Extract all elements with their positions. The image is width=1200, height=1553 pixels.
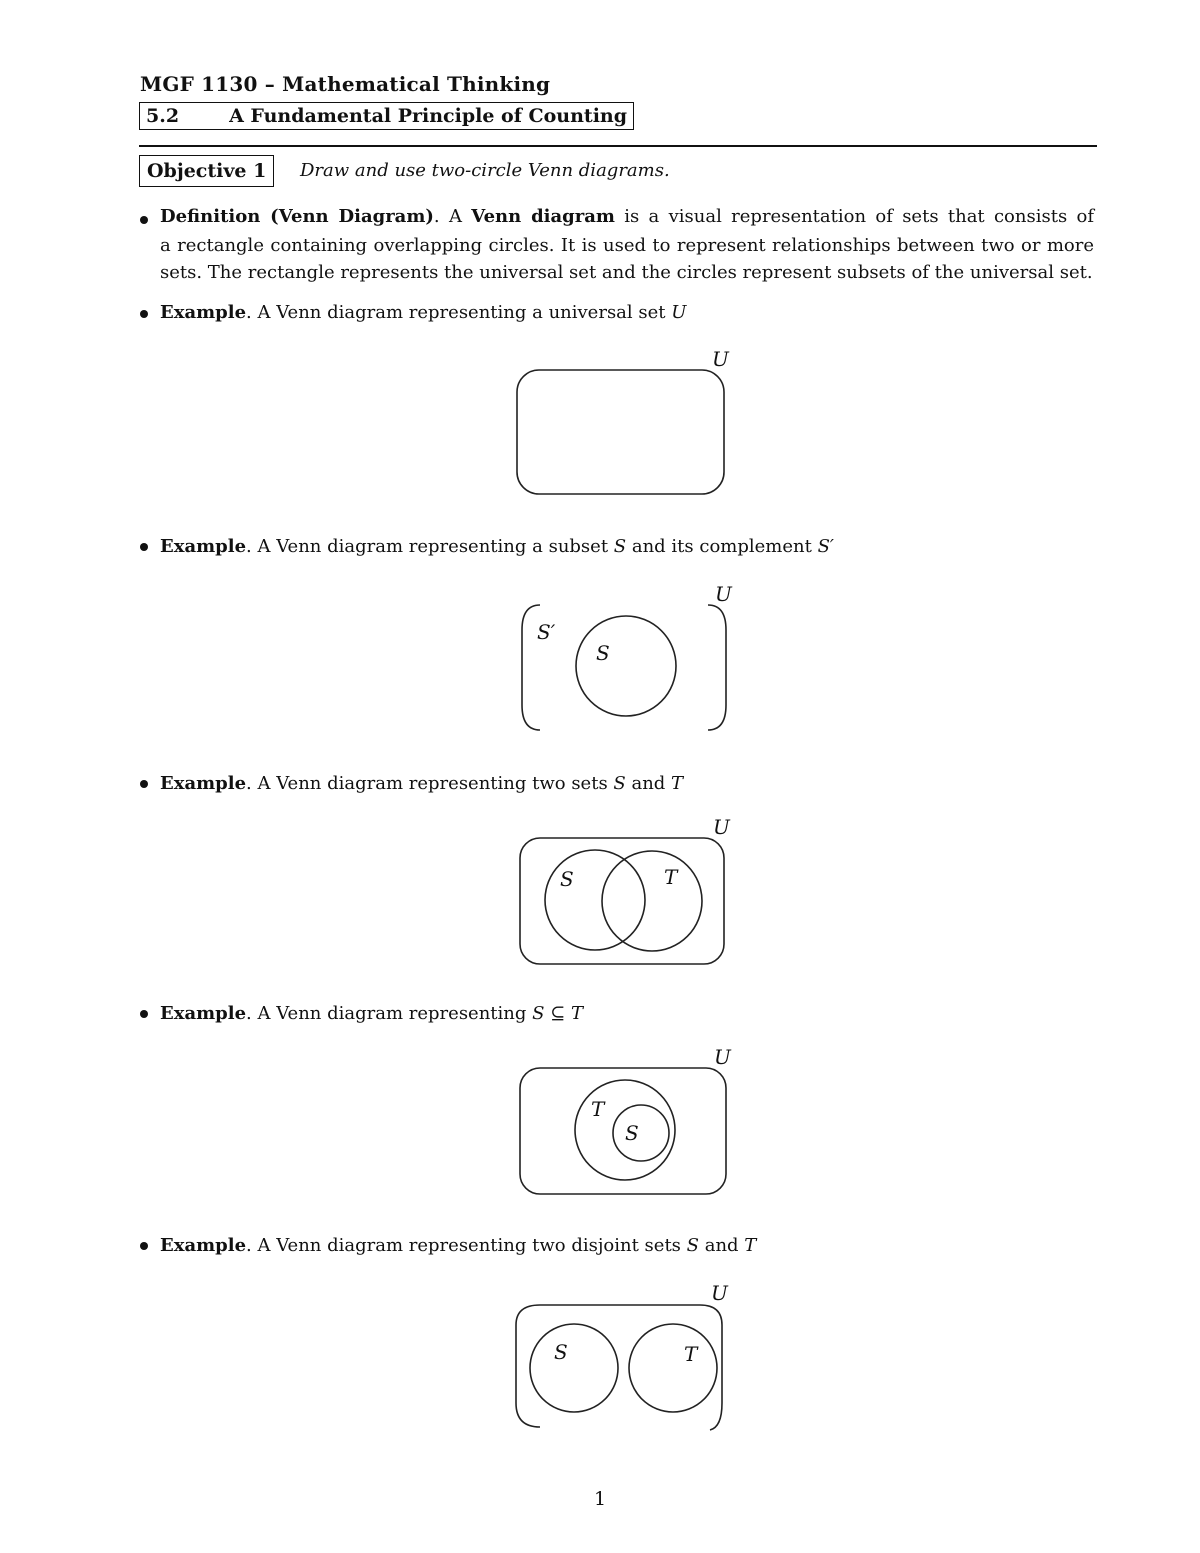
- venn-disjoint: [500, 1275, 750, 1440]
- s-label: S: [625, 1121, 639, 1145]
- t-label: T: [684, 1342, 698, 1366]
- section-heading: [139, 102, 634, 130]
- section-number: 5.2: [146, 105, 180, 127]
- definition-term: Definition (Venn Diagram): [160, 206, 434, 227]
- header-rule: [139, 145, 1097, 147]
- set-s-circle: [530, 1324, 618, 1412]
- definition-line-2: a rectangle containing overlapping circles. It is used to represent relationships between two or more: [160, 235, 1094, 256]
- u-label: U: [714, 1045, 731, 1069]
- section-title: A Fundamental Principle of Counting: [229, 105, 628, 127]
- venn-complement: [500, 575, 750, 740]
- bullet: [140, 543, 150, 553]
- u-label: U: [715, 582, 732, 606]
- t-label: T: [591, 1097, 605, 1121]
- definition-line-1: Definition (Venn Diagram). A Venn diagram is a visual representation of sets that consists of: [160, 206, 1095, 227]
- u-label: U: [711, 1281, 728, 1305]
- venn-subset: [500, 1040, 750, 1205]
- venn-two-sets: [500, 810, 750, 975]
- set-s-circle: [545, 850, 645, 950]
- universal-right-bracket: [708, 605, 726, 730]
- universal-rectangle: [517, 370, 724, 494]
- u-label: U: [712, 347, 729, 371]
- example-1-text: Example. A Venn diagram representing a universal set U: [160, 302, 687, 323]
- universal-rectangle: [520, 1068, 726, 1194]
- page-number: 1: [593, 1488, 607, 1510]
- venn-universal: [500, 340, 750, 510]
- example-4-text: Example. A Venn diagram representing S ⊆ T: [160, 1003, 583, 1024]
- definition-bold-term: Venn diagram: [471, 206, 615, 227]
- objective-label: Objective 1: [139, 155, 274, 187]
- universal-rectangle: [520, 838, 724, 964]
- set-t-circle: [602, 851, 702, 951]
- example-2-text: Example. A Venn diagram representing a subset S and its complement S′: [160, 536, 834, 557]
- s-prime-label: S′: [537, 620, 556, 644]
- set-s-circle: [576, 616, 676, 716]
- set-t-circle: [629, 1324, 717, 1412]
- bullet: [140, 310, 150, 320]
- s-label: S: [554, 1340, 568, 1364]
- definition-line-3: sets. The rectangle represents the universal set and the circles represent subsets of the universal set.: [160, 262, 1093, 283]
- universal-rectangle: [516, 1305, 722, 1430]
- course-title: MGF 1130 – Mathematical Thinking: [140, 72, 551, 96]
- bullet: [140, 1010, 150, 1020]
- bullet: [140, 216, 150, 226]
- u-label: U: [713, 815, 730, 839]
- set-s-circle: [613, 1105, 669, 1161]
- objective-text: Draw and use two-circle Venn diagrams.: [300, 160, 670, 181]
- t-label: T: [664, 865, 678, 889]
- example-5-text: Example. A Venn diagram representing two disjoint sets S and T: [160, 1235, 757, 1256]
- s-label: S: [596, 641, 610, 665]
- s-label: S: [560, 867, 574, 891]
- example-3-text: Example. A Venn diagram representing two sets S and T: [160, 773, 684, 794]
- bullet: [140, 1242, 150, 1252]
- bullet: [140, 780, 150, 790]
